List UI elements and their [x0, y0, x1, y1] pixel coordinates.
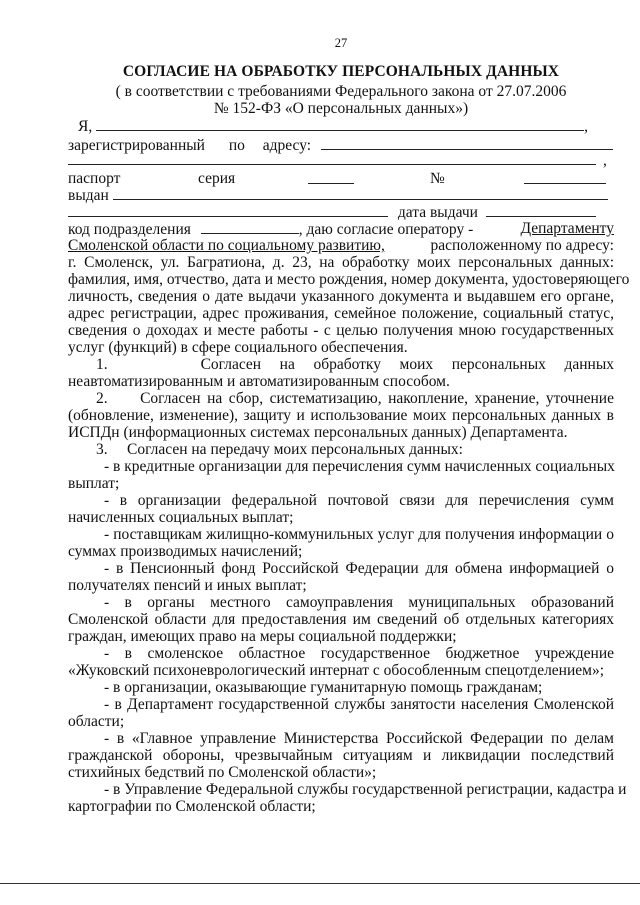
list-item: - в органы местного самоуправления муниципальных образований — [104, 594, 614, 611]
subtitle-line-2: № 152-ФЗ «О персональных данных») — [213, 100, 469, 117]
text-line: услуг (функций) в сфере социального обеспечения. — [68, 339, 408, 356]
clause-3: 3. Согласен на передачу моих персональных данных: — [96, 441, 463, 458]
text-line: ИСПДн (информационных системах персональных данных) Департамента. — [68, 424, 568, 441]
consent-text: , даю согласие оператору - — [298, 221, 474, 238]
list-item: - поставщикам жилищно-коммунильных услуг для получения информации о — [104, 526, 614, 543]
text-line: области; — [68, 713, 125, 730]
series-field[interactable] — [308, 170, 354, 184]
label-located: расположенному по адресу: — [430, 237, 614, 254]
label-po: по — [228, 137, 245, 154]
text-line: стихийных бедствий по Смоленской области»; — [68, 764, 377, 781]
list-item: - в Пенсионный фонд Российской Федерации для обмена информацией о — [104, 560, 614, 577]
form-line-passport — [68, 170, 614, 187]
address-field-line-2[interactable] — [68, 164, 596, 165]
clause-2: 2. Согласен на сбор, систематизацию, накопление, хранение, уточнение — [96, 390, 614, 407]
operator-name-2: Смоленской области по социальному развитию, — [68, 237, 385, 254]
dept-code-field[interactable] — [201, 220, 299, 234]
form-line-name — [78, 117, 608, 135]
label-ya: Я, — [78, 118, 93, 135]
label-passport: паспорт — [68, 170, 121, 187]
name-field[interactable] — [96, 117, 584, 131]
text-line: граждан, имеющих право на меры социальной поддержки; — [68, 628, 457, 645]
list-item: - в организации федеральной почтовой связи для перечисления сумм — [104, 492, 614, 509]
label-address: адресу: — [262, 137, 312, 154]
form-line-operator — [68, 237, 614, 254]
label-registered: зарегистрированный — [68, 137, 205, 154]
page-bottom-edge — [0, 883, 640, 884]
number-field[interactable] — [524, 170, 606, 184]
issued-by-field[interactable] — [113, 186, 608, 200]
page-number: 27 — [334, 36, 348, 50]
text-line: гражданской обороны, чрезвычайным ситуациям и ликвидации последствий — [68, 747, 614, 764]
address-field[interactable] — [321, 136, 613, 150]
address-comma: , — [603, 152, 607, 169]
label-series: серия — [198, 170, 236, 187]
clause-1: 1. Согласен на обработку моих персональных данных — [96, 356, 614, 373]
form-line-issued — [68, 186, 614, 204]
document-page — [68, 0, 630, 905]
list-item: - в «Главное управление Министерства Российской Федерации по делам — [104, 730, 614, 747]
text-line: сведения о доходах и месте работы - с целью получения мною государственных — [68, 322, 614, 339]
text-line: личность, сведения о дате выдачи указанного документа и выдавшем его органе, — [68, 288, 614, 305]
text-line: Смоленской области для предоставления им сведений об отдельных категориях — [68, 611, 614, 628]
form-line-address — [68, 136, 614, 154]
text-line: неавтоматизированным и автоматизированным способом. — [68, 373, 450, 390]
document-title: СОГЛАСИЕ НА ОБРАБОТКУ ПЕРСОНАЛЬНЫХ ДАННЫХ — [122, 63, 560, 80]
text-line: суммах производимых начислений; — [68, 543, 303, 560]
text-line: (обновление, изменение), защиту и использование моих персональных данных в — [68, 407, 614, 424]
list-item: - в организации, оказывающие гуманитарную помощь гражданам; — [104, 679, 543, 696]
issued-by-field-line-2[interactable] — [68, 203, 388, 217]
text-line: адрес регистрации, адрес проживания, семейное положение, социальный статус, — [68, 305, 614, 322]
form-line-issue-date — [68, 203, 614, 221]
text-line: начисленных социальных выплат; — [68, 509, 294, 526]
text-line: «Жуковский психоневрологический интернат с обособленным спецотделением»; — [68, 662, 605, 679]
form-line-dept-code — [68, 220, 614, 238]
operator-name-1: Департаменту — [520, 220, 614, 237]
list-item: - в Управление Федеральной службы государственной регистрации, кадастра и — [104, 781, 627, 798]
subtitle-line-1: ( в соответствии с требованиями Федерального закона от 27.07.2006 — [115, 83, 567, 100]
text-line: получателях пенсий и иных выплат; — [68, 577, 307, 594]
list-item: - в смоленское областное государственное бюджетное учреждение — [104, 645, 614, 662]
text-line: г. Смоленск, ул. Багратиона, д. 23, на обработку моих персональных данных: — [68, 254, 614, 271]
text-line: выплат; — [68, 475, 120, 492]
list-item: - в Департамент государственной службы занятости населения Смоленской — [104, 696, 614, 713]
text-line: картографии по Смоленской области; — [68, 798, 316, 815]
list-item: - в кредитные организации для перечисления сумм начисленных социальных — [104, 458, 615, 475]
label-number: № — [430, 170, 445, 187]
issue-date-field[interactable] — [486, 203, 596, 217]
name-comma: , — [584, 118, 588, 135]
text-line: фамилия, имя, отчество, дата и место рождения, номер документа, удостоверяющего — [68, 271, 630, 288]
label-issued: выдан — [68, 187, 109, 204]
label-issue-date: дата выдачи — [397, 204, 478, 221]
label-dept-code: код подразделения — [68, 221, 191, 238]
